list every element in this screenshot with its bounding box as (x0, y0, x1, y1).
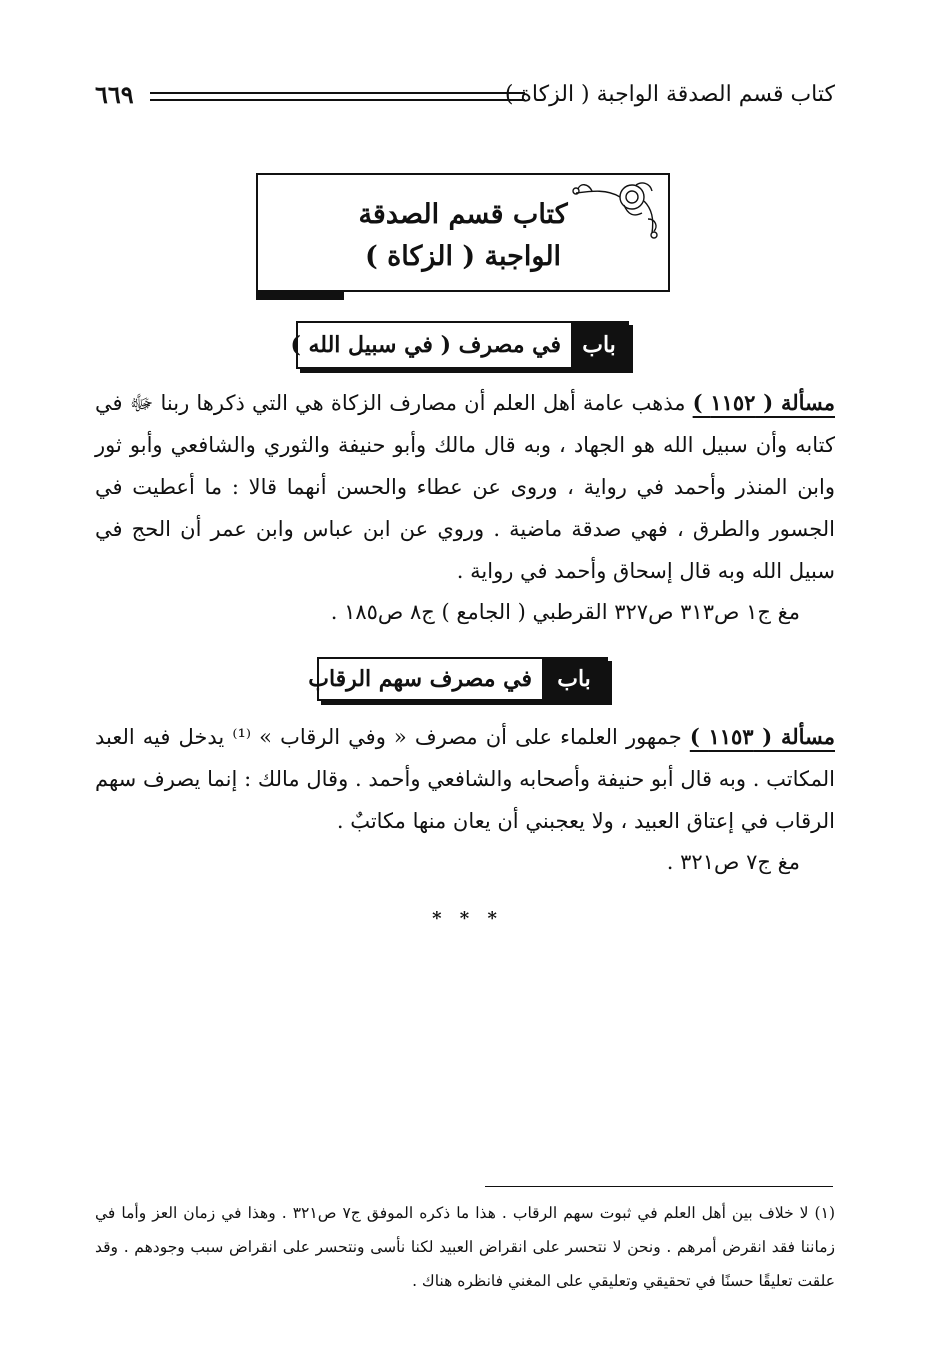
book-title-line1: كتاب قسم الصدقة (358, 199, 568, 230)
masala-label-2: مسألة ( ١١٥٣ ) (689, 724, 835, 749)
header-double-rule (150, 92, 525, 101)
masala-text-2: جمهور العلماء على أن مصرف « وفي الرقاب » ⁽¹⁾ يدخل فيه العبد المكاتب . وبه قال أبو حنيفة وأصحابه والشافعي وأحمد . وقال مالك : إنما يصرف سهم الرقاب في إعتاق العبيد ، ولا يعجبني أن يعان منها مكاتبٌ . (95, 725, 835, 833)
book-title-box (256, 173, 670, 292)
masala-1152 (95, 382, 835, 592)
footnote-rule (485, 1186, 833, 1187)
chapter-title-1: في مصرف ( في سبيل الله ) (290, 332, 561, 358)
chapter-heading-2 (308, 657, 608, 701)
section-separator: * * * (432, 908, 503, 929)
reference-2: مغ ج٧ ص٣٢١ . (666, 850, 800, 874)
reference-1: مغ ج١ ص٣١٣ ص٣٢٧ القرطبي ( الجامع ) ج٨ ص١٨٥ . (330, 600, 800, 624)
page-header (95, 78, 835, 118)
chapter-heading-1 (290, 321, 629, 369)
chapter-label-1: باب (571, 323, 627, 367)
book-title-line2: الواجبة ( الزكاة ) (364, 241, 562, 272)
footnote-1: (١) لا خلاف بين أهل العلم في ثبوت سهم الرقاب . هذا ما ذكره الموفق ج٧ ص٣٢١ . وهذا في زمان العز وأما في زماننا فقد انقرض أمرهم . ونحن لا نتحسر على انقراض العبيد لكنا نأسى ونتحسر على انقراض سبب وجودهم . وقد علقت تعليقًا حسنًا في تحقيقي وتعليقي على المغني فانظره هناك . (95, 1204, 835, 1290)
running-title: كتاب قسم الصدقة الواجبة ( الزكاة ) (504, 82, 835, 107)
masala-1153 (95, 716, 835, 842)
chapter-title-2: في مصرف سهم الرقاب (308, 666, 532, 692)
masala-label-1: مسألة ( ١١٥٢ ) (692, 390, 835, 415)
box-shadow-bar (256, 292, 344, 300)
chapter-label-2: باب (542, 659, 606, 699)
page-number: ٦٦٩ (95, 80, 134, 109)
masala-text-1: مذهب عامة أهل العلم أن مصارف الزكاة هي التي ذكرها ربنا ﷻ في كتابه وأن سبيل الله هو الجهاد ، وبه قال مالك وأبو حنيفة والثوري والشافعي وأبو ثور وابن المنذر وأحمد في رواية ، وروى عن عطاء والحسن أنهما قالا : ما أعطيت في الجسور والطرق ، فهي صدقة ماضية . وروي عن ابن عباس وابن عمر أن الحج في سبيل الله وبه قال إسحاق وأحمد في رواية . (95, 391, 835, 583)
